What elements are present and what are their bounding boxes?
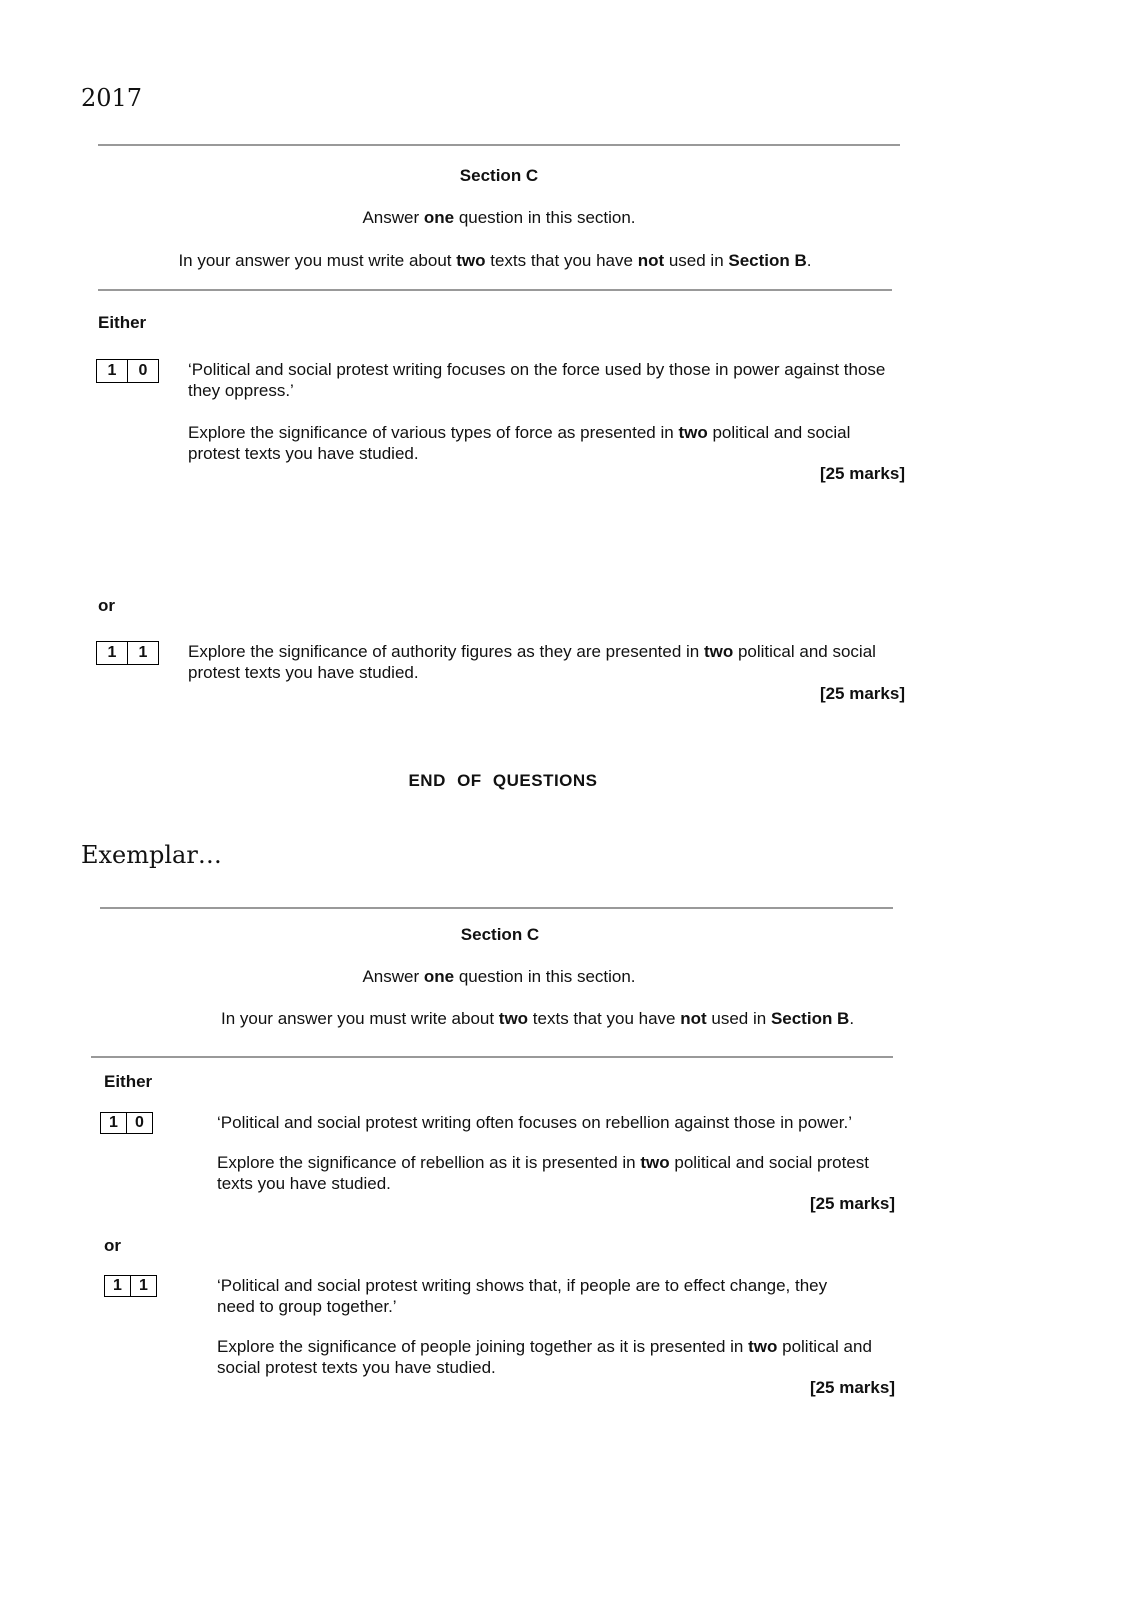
or-label: or: [104, 1236, 121, 1255]
question-10-marks: [25 marks]: [819, 464, 905, 483]
instruction-answer-one: Answer one question in this section.: [362, 967, 636, 986]
instruction-two-texts: In your answer you must write about two texts that you have not used in Section B.: [178, 251, 812, 270]
question-11-marks: [25 marks]: [809, 1378, 895, 1397]
question-number-11: 1 1: [96, 641, 159, 665]
question-10-quote: ‘Political and social protest writing focuses on the force used by those in power against those they oppress.’: [188, 360, 886, 400]
instruction-answer-one: Answer one question in this section.: [362, 208, 636, 227]
question-10-task: Explore the significance of various types of force as presented in two political and social protest texts you have studied.: [188, 423, 851, 463]
question-10-quote: ‘Political and social protest writing often focuses on rebellion against those in power.’: [217, 1113, 853, 1132]
question-11-task: Explore the significance of people joining together as it is presented in two political and social protest texts you have studied.: [217, 1337, 872, 1377]
question-number-10: 1 0: [96, 359, 159, 383]
question-10-task: Explore the significance of rebellion as it is presented in two political and social protest texts you have studied.: [217, 1153, 870, 1193]
top-rule: [98, 144, 900, 146]
top-rule: [100, 907, 893, 909]
section-rule: [91, 1056, 893, 1058]
section-rule: [98, 289, 892, 291]
section-title: Section C: [460, 925, 540, 944]
instruction-two-texts: In your answer you must write about two texts that you have not used in Section B.: [221, 1009, 855, 1028]
exemplar-heading: Exemplar…: [81, 841, 222, 869]
or-label: or: [98, 596, 115, 615]
either-label: Either: [104, 1072, 153, 1091]
section-title: Section C: [459, 166, 539, 185]
year-heading: 2017: [81, 84, 143, 112]
question-number-11: 1 1: [104, 1275, 157, 1297]
either-label: Either: [98, 313, 147, 332]
question-11-marks: [25 marks]: [819, 684, 905, 703]
question-11-quote: ‘Political and social protest writing shows that, if people are to effect change, they need to group together.’: [217, 1276, 828, 1316]
end-of-questions: END OF QUESTIONS: [408, 771, 598, 790]
question-11-task: Explore the significance of authority figures as they are presented in two political and social protest texts you have studied.: [188, 642, 876, 682]
question-10-marks: [25 marks]: [809, 1194, 895, 1213]
question-number-10: 1 0: [100, 1112, 153, 1134]
